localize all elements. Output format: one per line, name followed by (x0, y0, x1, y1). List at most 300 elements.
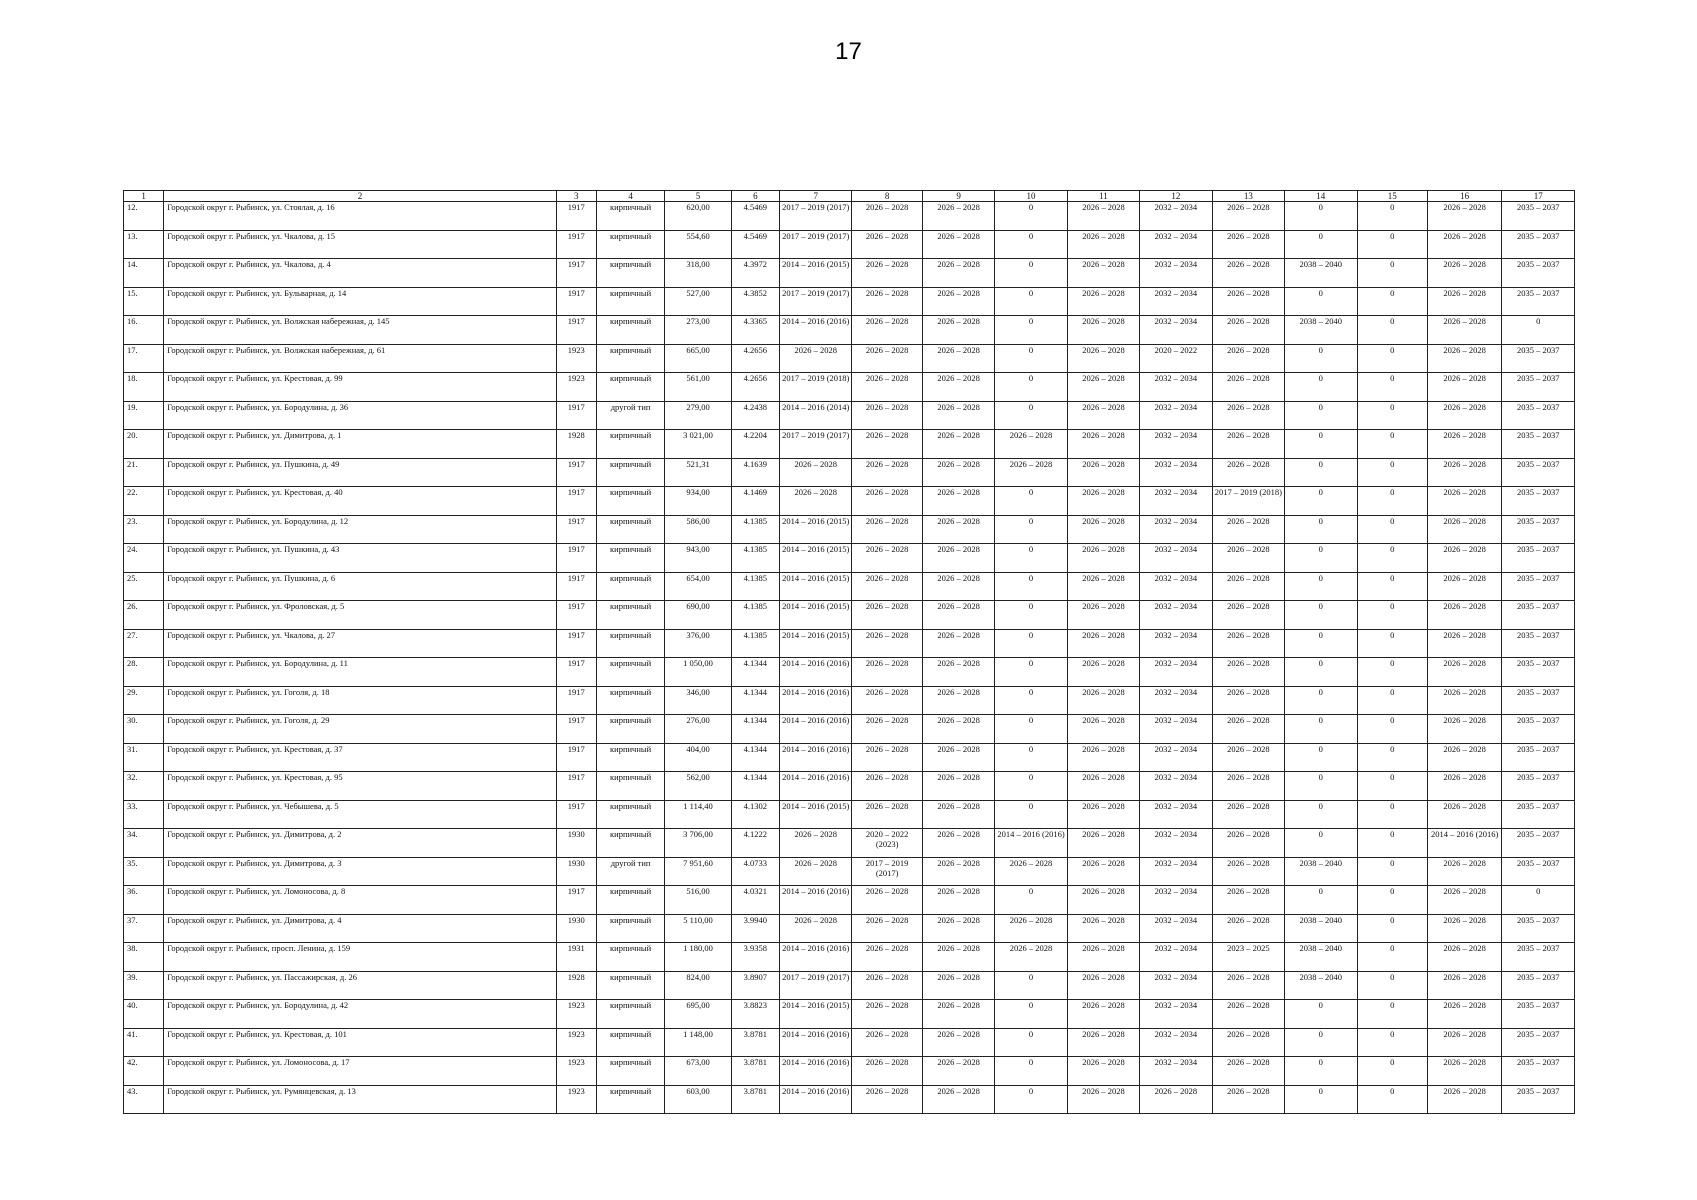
table-cell-col-15: 0 (1357, 686, 1427, 715)
table-cell-col-11: 2026 – 2028 (1067, 202, 1139, 231)
table-cell-col-8: 2026 – 2028 (852, 1000, 922, 1029)
table-cell-col-4: кирпичный (596, 1000, 664, 1029)
table-row (124, 1000, 1575, 1029)
table-cell-col-16: 2026 – 2028 (1427, 458, 1501, 487)
table-cell-col-10: 2026 – 2028 (995, 857, 1067, 886)
table-cell-col-11: 2026 – 2028 (1067, 601, 1139, 630)
table-cell-col-4: кирпичный (596, 914, 664, 943)
table-cell-col-13: 2026 – 2028 (1212, 287, 1284, 316)
table-cell-col-7: 2014 – 2016 (2015) (780, 1000, 852, 1029)
table-cell-col-6: 4.1385 (731, 629, 779, 658)
table-cell-col-3: 1931 (556, 943, 596, 972)
table-cell-col-7: 2014 – 2016 (2015) (780, 515, 852, 544)
table-cell-col-15: 0 (1357, 829, 1427, 858)
table-cell-col-6: 4.1302 (731, 800, 779, 829)
table-cell-col-10: 0 (995, 743, 1067, 772)
table-cell-col-12: 2032 – 2034 (1140, 1057, 1212, 1086)
table-cell-col-16: 2026 – 2028 (1427, 800, 1501, 829)
table-cell-col-12: 2032 – 2034 (1140, 914, 1212, 943)
table-cell-col-11: 2026 – 2028 (1067, 487, 1139, 516)
table-cell-col-1: 16. (124, 316, 164, 345)
table-cell-col-8: 2026 – 2028 (852, 259, 922, 288)
table-cell-col-9: 2026 – 2028 (922, 1028, 994, 1057)
table-cell-col-6: 4.1469 (731, 487, 779, 516)
table-cell-col-14: 0 (1285, 658, 1357, 687)
table-cell-col-1: 32. (124, 772, 164, 801)
table-cell-col-8: 2026 – 2028 (852, 202, 922, 231)
table-cell-col-14: 2038 – 2040 (1285, 943, 1357, 972)
table-cell-col-3: 1917 (556, 658, 596, 687)
table-cell-col-7: 2014 – 2016 (2016) (780, 743, 852, 772)
table-cell-col-4: кирпичный (596, 316, 664, 345)
table-cell-col-3: 1917 (556, 487, 596, 516)
table-row (124, 515, 1575, 544)
table-row (124, 259, 1575, 288)
table-cell-col-2: Городской округ г. Рыбинск, ул. Димитрова, д. 3 (164, 857, 556, 886)
table-cell-col-15: 0 (1357, 373, 1427, 402)
table-cell-col-16: 2026 – 2028 (1427, 1000, 1501, 1029)
table-cell-col-12: 2032 – 2034 (1140, 259, 1212, 288)
table-cell-col-16: 2026 – 2028 (1427, 1085, 1501, 1114)
table-cell-col-9: 2026 – 2028 (922, 1000, 994, 1029)
table-cell-col-10: 0 (995, 971, 1067, 1000)
table-cell-col-13: 2026 – 2028 (1212, 202, 1284, 231)
table-cell-col-8: 2026 – 2028 (852, 943, 922, 972)
table-row (124, 344, 1575, 373)
table-cell-col-12: 2032 – 2034 (1140, 430, 1212, 459)
table-cell-col-13: 2026 – 2028 (1212, 430, 1284, 459)
table-cell-col-9: 2026 – 2028 (922, 743, 994, 772)
table-cell-col-9: 2026 – 2028 (922, 829, 994, 858)
table-cell-col-3: 1917 (556, 458, 596, 487)
table-cell-col-5: 276,00 (665, 715, 731, 744)
table-cell-col-15: 0 (1357, 316, 1427, 345)
table-cell-col-2: Городской округ г. Рыбинск, ул. Чкалова, д. 4 (164, 259, 556, 288)
table-cell-col-10: 0 (995, 259, 1067, 288)
table-cell-col-12: 2032 – 2034 (1140, 715, 1212, 744)
table-cell-col-4: кирпичный (596, 373, 664, 402)
table-cell-col-3: 1917 (556, 772, 596, 801)
table-cell-col-14: 0 (1285, 202, 1357, 231)
table-cell-col-4: кирпичный (596, 1057, 664, 1086)
table-cell-col-12: 2032 – 2034 (1140, 886, 1212, 915)
table-cell-col-13: 2017 – 2019 (2018) (1212, 487, 1284, 516)
table-cell-col-10: 0 (995, 601, 1067, 630)
table-cell-col-2: Городской округ г. Рыбинск, ул. Чкалова, д. 27 (164, 629, 556, 658)
table-cell-col-16: 2026 – 2028 (1427, 743, 1501, 772)
table-cell-col-2: Городской округ г. Рыбинск, ул. Крестовая, д. 37 (164, 743, 556, 772)
table-cell-col-2: Городской округ г. Рыбинск, ул. Бородулина, д. 11 (164, 658, 556, 687)
table-cell-col-2: Городской округ г. Рыбинск, ул. Крестовая, д. 99 (164, 373, 556, 402)
table-cell-col-15: 0 (1357, 943, 1427, 972)
table-cell-col-16: 2026 – 2028 (1427, 515, 1501, 544)
table-cell-col-11: 2026 – 2028 (1067, 743, 1139, 772)
table-cell-col-4: другой тип (596, 401, 664, 430)
table-cell-col-5: 654,00 (665, 572, 731, 601)
table-cell-col-2: Городской округ г. Рыбинск, ул. Чкалова, д. 15 (164, 230, 556, 259)
table-cell-col-5: 561,00 (665, 373, 731, 402)
table-cell-col-14: 0 (1285, 515, 1357, 544)
table-cell-col-2: Городской округ г. Рыбинск, ул. Волжская набережная, д. 61 (164, 344, 556, 373)
table-cell-col-6: 4.1344 (731, 743, 779, 772)
table-cell-col-9: 2026 – 2028 (922, 515, 994, 544)
table-cell-col-17: 2035 – 2037 (1502, 601, 1575, 630)
table-cell-col-4: кирпичный (596, 715, 664, 744)
table-cell-col-14: 2038 – 2040 (1285, 316, 1357, 345)
table-cell-col-1: 28. (124, 658, 164, 687)
table-cell-col-7: 2014 – 2016 (2016) (780, 658, 852, 687)
table-cell-col-16: 2026 – 2028 (1427, 857, 1501, 886)
table-cell-col-1: 14. (124, 259, 164, 288)
column-number-header: 10 (995, 191, 1067, 202)
table-cell-col-4: кирпичный (596, 259, 664, 288)
table-cell-col-10: 0 (995, 629, 1067, 658)
table-cell-col-8: 2026 – 2028 (852, 230, 922, 259)
column-number-header: 16 (1427, 191, 1501, 202)
table-cell-col-9: 2026 – 2028 (922, 943, 994, 972)
table-cell-col-9: 2026 – 2028 (922, 971, 994, 1000)
table-cell-col-4: кирпичный (596, 544, 664, 573)
table-cell-col-13: 2026 – 2028 (1212, 344, 1284, 373)
table-cell-col-15: 0 (1357, 344, 1427, 373)
table-cell-col-13: 2023 – 2025 (1212, 943, 1284, 972)
table-cell-col-14: 0 (1285, 487, 1357, 516)
table-cell-col-14: 0 (1285, 772, 1357, 801)
table-body (124, 202, 1575, 1114)
table-cell-col-1: 34. (124, 829, 164, 858)
table-cell-col-7: 2017 – 2019 (2017) (780, 287, 852, 316)
table-cell-col-3: 1917 (556, 886, 596, 915)
table-cell-col-12: 2032 – 2034 (1140, 572, 1212, 601)
table-cell-col-16: 2026 – 2028 (1427, 629, 1501, 658)
table-cell-col-8: 2026 – 2028 (852, 458, 922, 487)
table-cell-col-17: 2035 – 2037 (1502, 914, 1575, 943)
table-cell-col-3: 1917 (556, 515, 596, 544)
table-cell-col-10: 0 (995, 772, 1067, 801)
column-number-header: 15 (1357, 191, 1427, 202)
table-cell-col-9: 2026 – 2028 (922, 857, 994, 886)
table-cell-col-15: 0 (1357, 971, 1427, 1000)
table-cell-col-17: 2035 – 2037 (1502, 829, 1575, 858)
table-cell-col-14: 0 (1285, 1028, 1357, 1057)
table-cell-col-1: 31. (124, 743, 164, 772)
table-cell-col-15: 0 (1357, 743, 1427, 772)
table-cell-col-4: кирпичный (596, 743, 664, 772)
table-cell-col-13: 2026 – 2028 (1212, 886, 1284, 915)
table-cell-col-2: Городской округ г. Рыбинск, ул. Пушкина, д. 43 (164, 544, 556, 573)
table-cell-col-5: 586,00 (665, 515, 731, 544)
table-cell-col-5: 3 021,00 (665, 430, 731, 459)
table-cell-col-3: 1928 (556, 430, 596, 459)
table-cell-col-6: 4.1385 (731, 572, 779, 601)
table-cell-col-6: 4.3365 (731, 316, 779, 345)
table-cell-col-9: 2026 – 2028 (922, 1057, 994, 1086)
table-cell-col-2: Городской округ г. Рыбинск, ул. Крестовая, д. 40 (164, 487, 556, 516)
table-cell-col-10: 0 (995, 800, 1067, 829)
table-cell-col-17: 2035 – 2037 (1502, 971, 1575, 1000)
table-cell-col-14: 0 (1285, 743, 1357, 772)
table-cell-col-5: 603,00 (665, 1085, 731, 1114)
table-cell-col-14: 0 (1285, 1057, 1357, 1086)
table-cell-col-2: Городской округ г. Рыбинск, ул. Бородулина, д. 42 (164, 1000, 556, 1029)
table-cell-col-11: 2026 – 2028 (1067, 772, 1139, 801)
table-cell-col-11: 2026 – 2028 (1067, 544, 1139, 573)
table-cell-col-2: Городской округ г. Рыбинск, ул. Румянцевская, д. 13 (164, 1085, 556, 1114)
table-cell-col-13: 2026 – 2028 (1212, 772, 1284, 801)
table-cell-col-12: 2032 – 2034 (1140, 829, 1212, 858)
table-cell-col-12: 2026 – 2028 (1140, 1085, 1212, 1114)
table-cell-col-12: 2032 – 2034 (1140, 230, 1212, 259)
table-cell-col-15: 0 (1357, 458, 1427, 487)
table-cell-col-15: 0 (1357, 544, 1427, 573)
table-cell-col-2: Городской округ г. Рыбинск, ул. Димитрова, д. 4 (164, 914, 556, 943)
table-cell-col-6: 4.3852 (731, 287, 779, 316)
table-cell-col-12: 2032 – 2034 (1140, 686, 1212, 715)
table-cell-col-6: 4.5469 (731, 230, 779, 259)
table-cell-col-1: 25. (124, 572, 164, 601)
table-cell-col-11: 2026 – 2028 (1067, 914, 1139, 943)
table-cell-col-13: 2026 – 2028 (1212, 914, 1284, 943)
table-cell-col-13: 2026 – 2028 (1212, 373, 1284, 402)
table-row (124, 373, 1575, 402)
table-cell-col-6: 4.2656 (731, 373, 779, 402)
column-number-header: 5 (665, 191, 731, 202)
table-cell-col-17: 2035 – 2037 (1502, 772, 1575, 801)
table-cell-col-2: Городской округ г. Рыбинск, ул. Гоголя, д. 29 (164, 715, 556, 744)
table-cell-col-14: 0 (1285, 715, 1357, 744)
table-cell-col-6: 3.8907 (731, 971, 779, 1000)
table-row (124, 857, 1575, 886)
table-cell-col-3: 1917 (556, 572, 596, 601)
table-cell-col-11: 2026 – 2028 (1067, 373, 1139, 402)
column-number-row (124, 191, 1575, 202)
table-cell-col-15: 0 (1357, 487, 1427, 516)
table-cell-col-4: кирпичный (596, 458, 664, 487)
table-cell-col-1: 20. (124, 430, 164, 459)
table-cell-col-13: 2026 – 2028 (1212, 743, 1284, 772)
column-number-header: 6 (731, 191, 779, 202)
table-cell-col-7: 2017 – 2019 (2017) (780, 971, 852, 1000)
table-cell-col-10: 0 (995, 487, 1067, 516)
table-cell-col-15: 0 (1357, 715, 1427, 744)
table-cell-col-11: 2026 – 2028 (1067, 658, 1139, 687)
table-cell-col-8: 2026 – 2028 (852, 715, 922, 744)
table-cell-col-14: 0 (1285, 629, 1357, 658)
table-cell-col-17: 2035 – 2037 (1502, 743, 1575, 772)
table-row (124, 1085, 1575, 1114)
table-cell-col-17: 2035 – 2037 (1502, 1000, 1575, 1029)
column-number-header: 12 (1140, 191, 1212, 202)
table-cell-col-16: 2026 – 2028 (1427, 259, 1501, 288)
table-cell-col-11: 2026 – 2028 (1067, 629, 1139, 658)
table-cell-col-9: 2026 – 2028 (922, 287, 994, 316)
table-cell-col-13: 2026 – 2028 (1212, 658, 1284, 687)
table-row (124, 971, 1575, 1000)
table-cell-col-17: 2035 – 2037 (1502, 1028, 1575, 1057)
table-cell-col-17: 0 (1502, 886, 1575, 915)
table-cell-col-12: 2032 – 2034 (1140, 316, 1212, 345)
table-cell-col-6: 4.1639 (731, 458, 779, 487)
table-cell-col-4: кирпичный (596, 430, 664, 459)
table-cell-col-5: 7 951,60 (665, 857, 731, 886)
table-cell-col-14: 0 (1285, 800, 1357, 829)
table-cell-col-11: 2026 – 2028 (1067, 886, 1139, 915)
table-cell-col-16: 2026 – 2028 (1427, 230, 1501, 259)
table-cell-col-10: 0 (995, 230, 1067, 259)
table-cell-col-7: 2014 – 2016 (2015) (780, 572, 852, 601)
table-cell-col-5: 346,00 (665, 686, 731, 715)
table-cell-col-14: 0 (1285, 544, 1357, 573)
table-cell-col-5: 620,00 (665, 202, 731, 231)
table-cell-col-4: кирпичный (596, 829, 664, 858)
table-cell-col-15: 0 (1357, 515, 1427, 544)
table-cell-col-8: 2026 – 2028 (852, 344, 922, 373)
column-number-header: 3 (556, 191, 596, 202)
table-cell-col-7: 2026 – 2028 (780, 857, 852, 886)
table-cell-col-12: 2032 – 2034 (1140, 971, 1212, 1000)
column-number-header: 14 (1285, 191, 1357, 202)
table-cell-col-9: 2026 – 2028 (922, 458, 994, 487)
table-cell-col-10: 0 (995, 287, 1067, 316)
table-cell-col-1: 36. (124, 886, 164, 915)
table-cell-col-10: 0 (995, 515, 1067, 544)
table-cell-col-4: кирпичный (596, 658, 664, 687)
table-cell-col-6: 3.9940 (731, 914, 779, 943)
table-cell-col-6: 4.5469 (731, 202, 779, 231)
table-row (124, 401, 1575, 430)
table-cell-col-15: 0 (1357, 287, 1427, 316)
table-cell-col-15: 0 (1357, 914, 1427, 943)
table-cell-col-13: 2026 – 2028 (1212, 259, 1284, 288)
table-cell-col-10: 0 (995, 401, 1067, 430)
table-cell-col-10: 0 (995, 373, 1067, 402)
table-cell-col-4: кирпичный (596, 601, 664, 630)
table-cell-col-1: 18. (124, 373, 164, 402)
table-cell-col-17: 2035 – 2037 (1502, 800, 1575, 829)
table-cell-col-2: Городской округ г. Рыбинск, ул. Ломоносова, д. 17 (164, 1057, 556, 1086)
table-cell-col-12: 2032 – 2034 (1140, 1000, 1212, 1029)
table-cell-col-3: 1917 (556, 743, 596, 772)
table-cell-col-15: 0 (1357, 1000, 1427, 1029)
table-cell-col-12: 2020 – 2022 (1140, 344, 1212, 373)
table-cell-col-7: 2014 – 2016 (2016) (780, 316, 852, 345)
table-cell-col-3: 1923 (556, 1000, 596, 1029)
table-cell-col-6: 3.8781 (731, 1057, 779, 1086)
table-cell-col-5: 934,00 (665, 487, 731, 516)
table-cell-col-3: 1917 (556, 259, 596, 288)
table-cell-col-7: 2014 – 2016 (2015) (780, 629, 852, 658)
table-cell-col-12: 2032 – 2034 (1140, 515, 1212, 544)
table-row (124, 1028, 1575, 1057)
table-cell-col-8: 2017 – 2019 (2017) (852, 857, 922, 886)
table-cell-col-2: Городской округ г. Рыбинск, ул. Фроловская, д. 5 (164, 601, 556, 630)
table-cell-col-7: 2026 – 2028 (780, 829, 852, 858)
table-cell-col-13: 2026 – 2028 (1212, 715, 1284, 744)
table-row (124, 686, 1575, 715)
table-cell-col-8: 2026 – 2028 (852, 629, 922, 658)
table-cell-col-8: 2026 – 2028 (852, 544, 922, 573)
table-cell-col-5: 5 110,00 (665, 914, 731, 943)
table-cell-col-14: 0 (1285, 1000, 1357, 1029)
table-cell-col-14: 0 (1285, 401, 1357, 430)
table-cell-col-3: 1917 (556, 715, 596, 744)
table-cell-col-11: 2026 – 2028 (1067, 1000, 1139, 1029)
table-cell-col-9: 2026 – 2028 (922, 715, 994, 744)
table-cell-col-15: 0 (1357, 572, 1427, 601)
table-cell-col-8: 2026 – 2028 (852, 772, 922, 801)
table-cell-col-7: 2014 – 2016 (2015) (780, 544, 852, 573)
table-cell-col-16: 2026 – 2028 (1427, 316, 1501, 345)
table-cell-col-13: 2026 – 2028 (1212, 971, 1284, 1000)
table-cell-col-2: Городской округ г. Рыбинск, ул. Чебышева, д. 5 (164, 800, 556, 829)
table-cell-col-6: 4.1385 (731, 544, 779, 573)
table-cell-col-12: 2032 – 2034 (1140, 772, 1212, 801)
table-cell-col-1: 22. (124, 487, 164, 516)
table-cell-col-9: 2026 – 2028 (922, 344, 994, 373)
table-cell-col-12: 2032 – 2034 (1140, 373, 1212, 402)
table-cell-col-6: 4.0733 (731, 857, 779, 886)
table-cell-col-2: Городской округ г. Рыбинск, просп. Ленина, д. 159 (164, 943, 556, 972)
table-cell-col-11: 2026 – 2028 (1067, 458, 1139, 487)
table-cell-col-8: 2026 – 2028 (852, 1057, 922, 1086)
table-cell-col-8: 2026 – 2028 (852, 401, 922, 430)
table-cell-col-9: 2026 – 2028 (922, 1085, 994, 1114)
table-cell-col-3: 1917 (556, 629, 596, 658)
table-cell-col-14: 0 (1285, 829, 1357, 858)
table-cell-col-1: 41. (124, 1028, 164, 1057)
table-cell-col-12: 2032 – 2034 (1140, 287, 1212, 316)
table-cell-col-3: 1923 (556, 1028, 596, 1057)
table-cell-col-1: 33. (124, 800, 164, 829)
table-cell-col-5: 562,00 (665, 772, 731, 801)
table-cell-col-17: 2035 – 2037 (1502, 259, 1575, 288)
table-cell-col-7: 2014 – 2016 (2015) (780, 800, 852, 829)
table-cell-col-13: 2026 – 2028 (1212, 601, 1284, 630)
table-cell-col-11: 2026 – 2028 (1067, 1028, 1139, 1057)
table-cell-col-15: 0 (1357, 658, 1427, 687)
table-cell-col-3: 1917 (556, 544, 596, 573)
table-cell-col-7: 2017 – 2019 (2017) (780, 202, 852, 231)
table-cell-col-8: 2026 – 2028 (852, 658, 922, 687)
table-cell-col-16: 2026 – 2028 (1427, 914, 1501, 943)
table-cell-col-1: 21. (124, 458, 164, 487)
table-cell-col-9: 2026 – 2028 (922, 686, 994, 715)
table-cell-col-8: 2026 – 2028 (852, 601, 922, 630)
table-row (124, 886, 1575, 915)
table-cell-col-1: 30. (124, 715, 164, 744)
table-cell-col-12: 2032 – 2034 (1140, 658, 1212, 687)
table-cell-col-10: 0 (995, 886, 1067, 915)
table-cell-col-2: Городской округ г. Рыбинск, ул. Димитрова, д. 1 (164, 430, 556, 459)
table-cell-col-16: 2026 – 2028 (1427, 658, 1501, 687)
column-number-header: 17 (1502, 191, 1575, 202)
column-number-header: 2 (164, 191, 556, 202)
table-cell-col-2: Городской округ г. Рыбинск, ул. Волжская набережная, д. 145 (164, 316, 556, 345)
table-cell-col-3: 1917 (556, 686, 596, 715)
table-cell-col-5: 318,00 (665, 259, 731, 288)
column-number-header: 7 (780, 191, 852, 202)
table-cell-col-10: 0 (995, 544, 1067, 573)
table-cell-col-17: 0 (1502, 316, 1575, 345)
table-cell-col-13: 2026 – 2028 (1212, 458, 1284, 487)
table-cell-col-16: 2026 – 2028 (1427, 601, 1501, 630)
table-cell-col-5: 943,00 (665, 544, 731, 573)
table-cell-col-1: 38. (124, 943, 164, 972)
table-cell-col-8: 2026 – 2028 (852, 971, 922, 1000)
table-cell-col-16: 2026 – 2028 (1427, 202, 1501, 231)
table-cell-col-9: 2026 – 2028 (922, 202, 994, 231)
table-cell-col-5: 376,00 (665, 629, 731, 658)
